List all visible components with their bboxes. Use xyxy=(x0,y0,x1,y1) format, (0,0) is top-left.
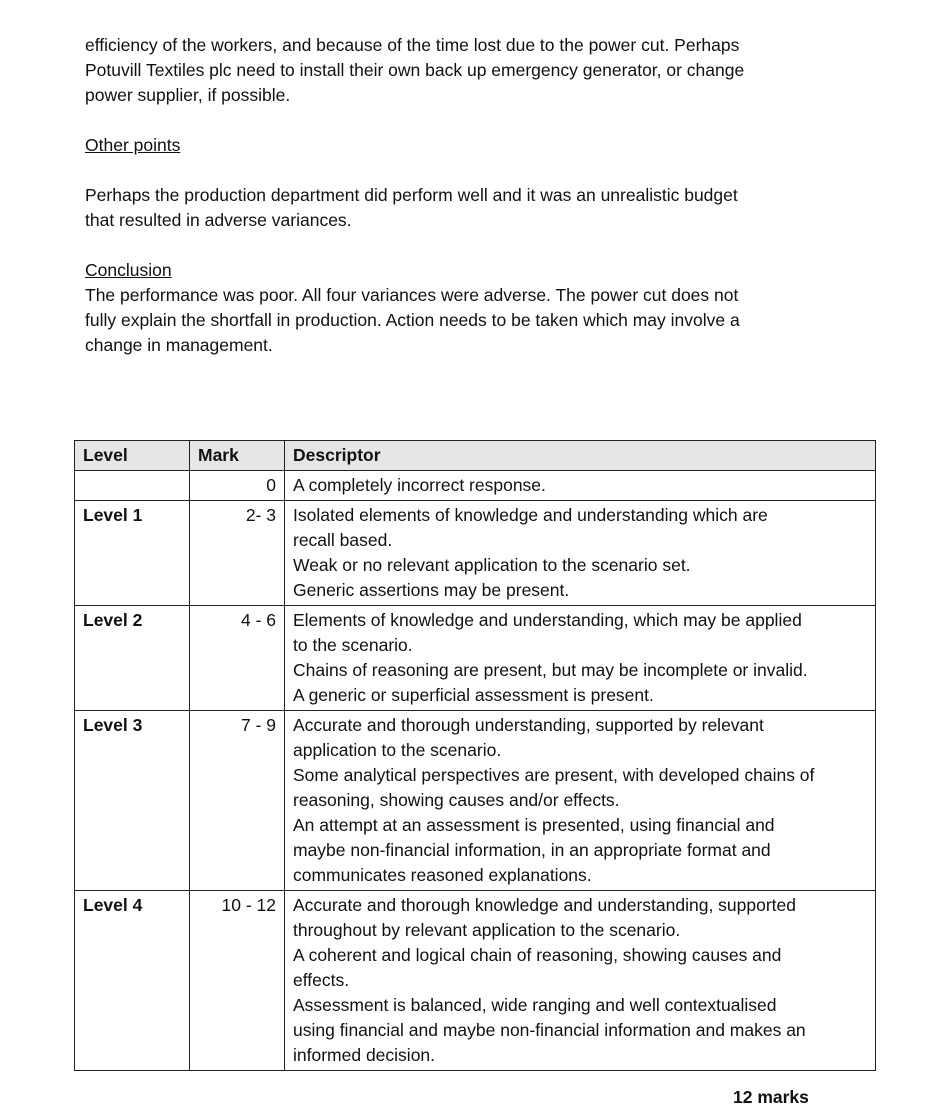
mark-cell: 0 xyxy=(190,471,285,501)
descriptor-line: Elements of knowledge and understanding, which may be applied xyxy=(293,610,802,630)
descriptor-line: Accurate and thorough understanding, supported by relevant xyxy=(293,715,764,735)
table-header-row xyxy=(75,441,876,471)
table-row xyxy=(75,471,876,501)
descriptor-line: informed decision. xyxy=(293,1045,436,1065)
header-level: Level xyxy=(75,441,190,471)
descriptor-line: reasoning, showing causes and/or effects. xyxy=(293,790,620,810)
text-line: Potuvill Textiles plc need to install their own back up emergency generator, or change xyxy=(85,60,745,80)
mark-cell: 2- 3 xyxy=(190,501,285,606)
descriptor-line: Isolated elements of knowledge and understanding which are xyxy=(293,505,768,525)
header-mark: Mark xyxy=(190,441,285,471)
level-cell: Level 2 xyxy=(75,606,190,711)
descriptor-line: using financial and maybe non-financial information and makes an xyxy=(293,1020,806,1040)
text-line: that resulted in adverse variances. xyxy=(85,210,352,230)
table-row xyxy=(75,606,876,711)
descriptor-line: throughout by relevant application to the scenario. xyxy=(293,920,681,940)
other-points-heading: Other points xyxy=(85,135,181,155)
descriptor-line: Assessment is balanced, wide ranging and well contextualised xyxy=(293,995,777,1015)
level-cell: Level 1 xyxy=(75,501,190,606)
table-row xyxy=(75,891,876,1071)
total-marks: 12 marks xyxy=(733,1087,809,1107)
text-line: power supplier, if possible. xyxy=(85,85,291,105)
text-line: The performance was poor. All four variances were adverse. The power cut does not xyxy=(85,285,739,305)
header-descriptor: Descriptor xyxy=(285,441,876,471)
descriptor-line: Generic assertions may be present. xyxy=(293,580,570,600)
other-points-paragraph xyxy=(85,183,845,233)
descriptor-line: An attempt at an assessment is presented, using financial and xyxy=(293,815,775,835)
descriptor-line: maybe non-financial information, in an appropriate format and xyxy=(293,840,771,860)
descriptor-cell xyxy=(285,891,876,1071)
descriptor-line: Accurate and thorough knowledge and understanding, supported xyxy=(293,895,797,915)
conclusion-paragraph xyxy=(85,283,845,358)
descriptor-line: A coherent and logical chain of reasoning, showing causes and xyxy=(293,945,782,965)
descriptor-cell xyxy=(285,501,876,606)
descriptor-line: Chains of reasoning are present, but may be incomplete or invalid. xyxy=(293,660,808,680)
descriptor-line: to the scenario. xyxy=(293,635,413,655)
level-cell: Level 3 xyxy=(75,711,190,891)
descriptor-line: Weak or no relevant application to the scenario set. xyxy=(293,555,691,575)
text-line: change in management. xyxy=(85,335,273,355)
descriptor-cell xyxy=(285,471,876,501)
text-line: efficiency of the workers, and because of the time lost due to the power cut. Perhaps xyxy=(85,35,740,55)
document-body xyxy=(85,33,845,358)
text-line: fully explain the shortfall in production. Action needs to be taken which may involve a xyxy=(85,310,740,330)
descriptor-line: effects. xyxy=(293,970,350,990)
descriptor-cell xyxy=(285,606,876,711)
descriptor-line: Some analytical perspectives are present, with developed chains of xyxy=(293,765,815,785)
text-line: Perhaps the production department did perform well and it was an unrealistic budget xyxy=(85,185,738,205)
table-row xyxy=(75,711,876,891)
mark-cell: 4 - 6 xyxy=(190,606,285,711)
level-cell: Level 4 xyxy=(75,891,190,1071)
table-row xyxy=(75,501,876,606)
conclusion-heading: Conclusion xyxy=(85,260,172,280)
mark-scheme-table xyxy=(74,440,876,1071)
descriptor-line: application to the scenario. xyxy=(293,740,502,760)
mark-cell: 7 - 9 xyxy=(190,711,285,891)
descriptor-cell xyxy=(285,711,876,891)
descriptor-line: A generic or superficial assessment is present. xyxy=(293,685,654,705)
descriptor-line: A completely incorrect response. xyxy=(293,475,546,495)
descriptor-line: recall based. xyxy=(293,530,393,550)
descriptor-line: communicates reasoned explanations. xyxy=(293,865,592,885)
intro-paragraph xyxy=(85,33,845,108)
level-cell xyxy=(75,471,190,501)
mark-cell: 10 - 12 xyxy=(190,891,285,1071)
